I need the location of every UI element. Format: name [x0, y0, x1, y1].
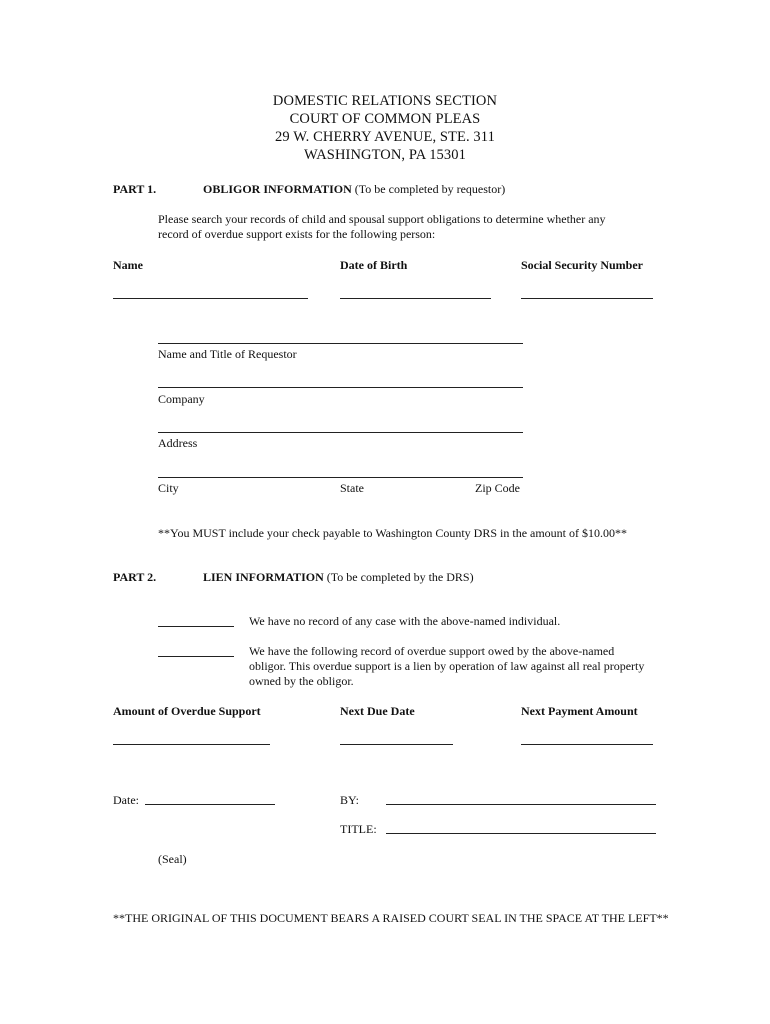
fee-notice: **You MUST include your check payable to Washington County DRS in the amount of $10.00** — [158, 526, 628, 540]
title-field[interactable] — [386, 833, 656, 834]
next-due-date-field[interactable] — [340, 744, 453, 745]
overdue-amount-column-header: Amount of Overdue Support — [113, 704, 261, 718]
seal-label: (Seal) — [158, 852, 187, 866]
obligor-dob-field[interactable] — [340, 298, 491, 299]
address-field[interactable] — [158, 432, 523, 433]
ssn-column-header: Social Security Number — [521, 258, 643, 272]
requestor-name-title-field[interactable] — [158, 343, 523, 344]
date-label: Date: — [113, 793, 139, 807]
company-label: Company — [158, 392, 205, 406]
date-field[interactable] — [145, 804, 275, 805]
state-label: State — [340, 481, 364, 495]
next-payment-column-header: Next Payment Amount — [521, 704, 638, 718]
court-section-title: DOMESTIC RELATIONS SECTION — [272, 93, 498, 109]
name-column-header: Name — [113, 258, 143, 272]
company-field[interactable] — [158, 387, 523, 388]
court-name: COURT OF COMMON PLEAS — [289, 111, 481, 127]
overdue-amount-field[interactable] — [113, 744, 270, 745]
by-signature-field[interactable] — [386, 804, 656, 805]
address-label: Address — [158, 436, 198, 450]
city-state-zip-field[interactable] — [158, 477, 523, 478]
no-record-option: We have no record of any case with the above-named individual. — [249, 614, 561, 628]
part2-title: LIEN INFORMATION — [203, 570, 324, 584]
zip-code-label: Zip Code — [475, 481, 520, 495]
next-due-date-column-header: Next Due Date — [340, 704, 415, 718]
dob-column-header: Date of Birth — [340, 258, 408, 272]
obligor-ssn-field[interactable] — [521, 298, 653, 299]
raised-seal-notice: **THE ORIGINAL OF THIS DOCUMENT BEARS A RAISED COURT SEAL IN THE SPACE AT THE LEFT** — [113, 911, 669, 925]
requestor-name-title-label: Name and Title of Requestor — [158, 347, 297, 361]
part1-label: PART 1. — [113, 182, 157, 196]
part2-subtitle: (To be completed by the DRS) — [326, 570, 474, 584]
court-street-address: 29 W. CHERRY AVENUE, STE. 311 — [275, 129, 495, 145]
part1-heading — [203, 182, 505, 197]
overdue-record-option: We have the following record of overdue support owed by the above-named obligor. This overdue support is a lien by operation of law against all real property owned by the obligor. — [249, 644, 645, 688]
city-label: City — [158, 481, 179, 495]
next-payment-amount-field[interactable] — [521, 744, 653, 745]
court-city-state-zip: WASHINGTON, PA 15301 — [304, 147, 466, 163]
part1-title: OBLIGOR INFORMATION — [203, 182, 352, 196]
obligor-name-field[interactable] — [113, 298, 308, 299]
part1-subtitle: (To be completed by requestor) — [354, 182, 506, 196]
part2-heading — [203, 570, 474, 585]
no-record-checkline[interactable] — [158, 626, 234, 627]
title-label: TITLE: — [340, 822, 377, 836]
part1-instructions: Please search your records of child and spousal support obligations to determine whether any record of overdue support exists for the following person: — [158, 212, 606, 241]
by-label: BY: — [340, 793, 359, 807]
overdue-record-checkline[interactable] — [158, 656, 234, 657]
part2-label: PART 2. — [113, 570, 157, 584]
